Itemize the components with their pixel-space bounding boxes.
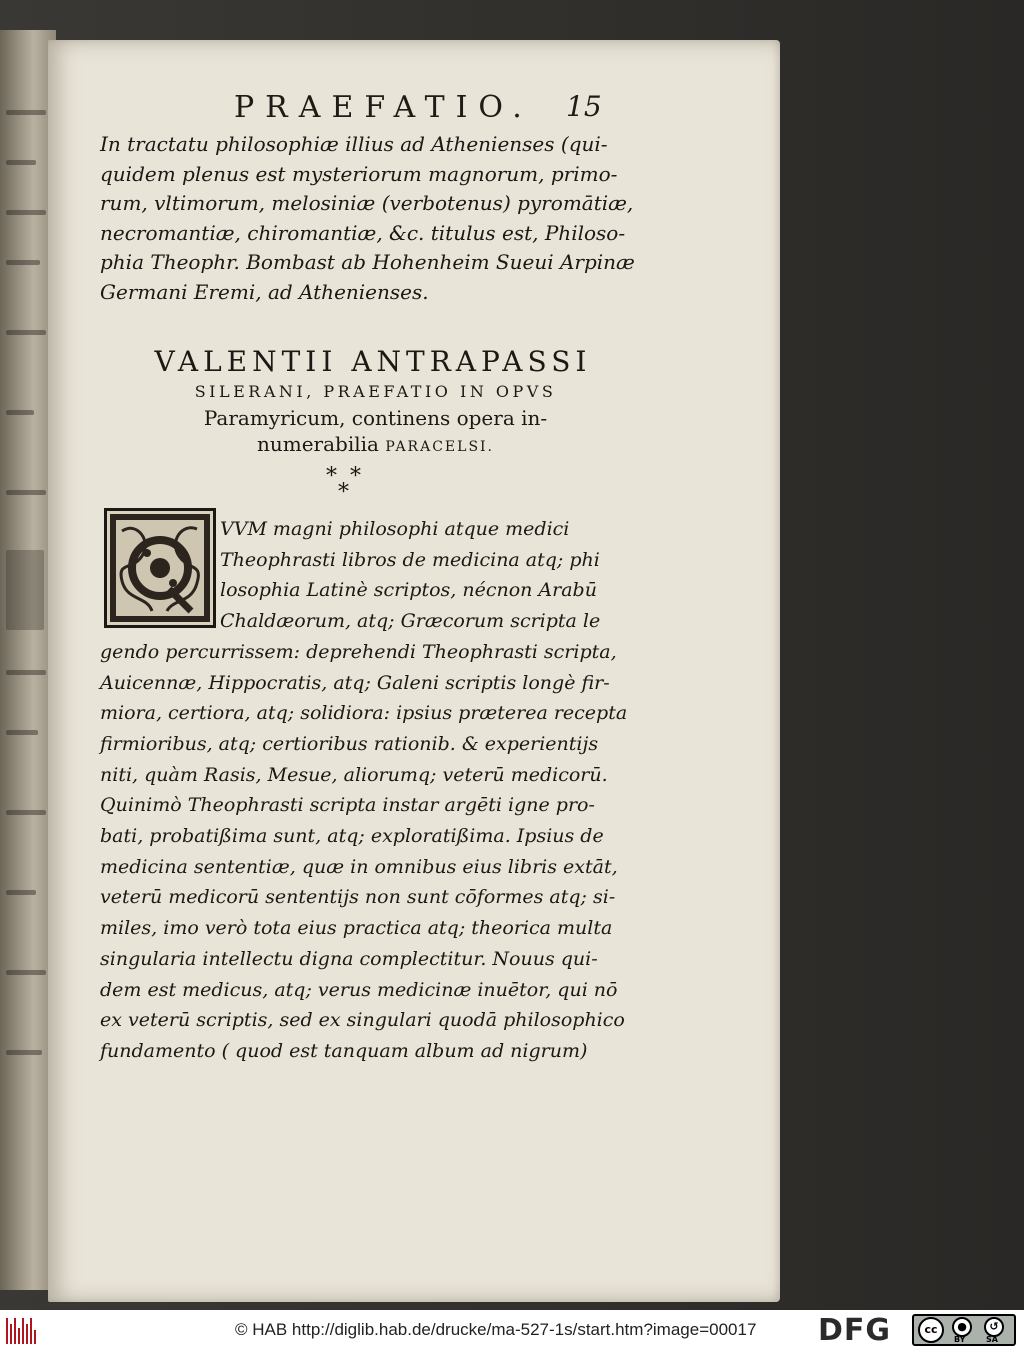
- copyright-link[interactable]: © HAB http://diglib.hab.de/drucke/ma-527-1s/start.htm?image=00017: [235, 1320, 757, 1339]
- heading-line-4: [48, 431, 648, 460]
- text-line: fundamento ( quod est tanquam album ad nigrum): [100, 1039, 588, 1062]
- text-line: miles, imo verò tota eius practica atq; theorica multa: [100, 917, 613, 940]
- cc-license-badge[interactable]: [912, 1314, 1016, 1346]
- text-line: medicina sententiæ, quæ in omnibus eius libris extāt,: [100, 855, 618, 878]
- section-heading: [48, 345, 648, 460]
- text-line: Germani Eremi, ad Athenienses.: [100, 279, 429, 304]
- heading-main: VALENTII ANTRAPASSI: [154, 345, 592, 378]
- text-line: Chaldæorum, atq; Græcorum scripta le: [220, 610, 601, 633]
- running-head: [48, 90, 780, 130]
- text-line: necromantiæ, chiromantiæ, &c. titulus est, Philoso-: [100, 220, 626, 245]
- by-person-icon: ●: [952, 1317, 972, 1337]
- text-line: bati, probatißima sunt, atq; exploratißima. Ipsius de: [100, 825, 604, 848]
- book-page: [48, 40, 780, 1302]
- text-line: firmioribus, atq; certioribus rationib. & experientijs: [100, 732, 599, 755]
- body-paragraph: [100, 514, 656, 1067]
- text-line: Auicennæ, Hippocratis, atq; Galeni scriptis longè fir-: [100, 671, 610, 694]
- text-line: miora, certiora, atq; solidiora: ipsius præterea recepta: [100, 702, 628, 725]
- text-line: VVM magni philosophi atque medici: [220, 518, 570, 540]
- text-line: ex veterū scriptis, sed ex singulari quodā philosophico: [100, 1009, 625, 1032]
- asterism-ornament: [326, 464, 366, 505]
- heading-sub: SILERANI, PRAEFATIO IN OPVS: [194, 382, 557, 401]
- text-line: losophia Latinè scriptos, nécnon Arabū: [220, 579, 597, 602]
- cc-icon: cc: [918, 1317, 944, 1343]
- heading-line-4-prefix: numerabilia: [256, 432, 379, 456]
- page-number: 15: [566, 90, 602, 123]
- hab-logo-icon[interactable]: [6, 1318, 36, 1344]
- sa-share-icon: ↺: [984, 1317, 1004, 1337]
- text-line: Theophrasti libros de medicina atq; phi: [220, 548, 600, 571]
- text-line: gendo percurrissem: deprehendi Theophrasti scripta,: [100, 640, 617, 663]
- heading-line-3: Paramyricum, continens opera in-: [203, 406, 548, 430]
- sa-label: SA: [986, 1335, 998, 1344]
- by-label: BY: [954, 1335, 966, 1344]
- heading-line-4-smallcaps: PARACELSI.: [385, 439, 495, 455]
- text-line: In tractatu philosophiæ illius ad Athenienses (qui-: [100, 132, 608, 156]
- footer-bar: [0, 1310, 1024, 1350]
- text-line: Quinimò Theophrasti scripta instar argēti igne pro-: [100, 794, 595, 817]
- text-line: veterū medicorū sententijs non sunt cōformes atq; si-: [100, 886, 616, 909]
- star-icon: *: [350, 464, 361, 489]
- text-line: quidem plenus est mysteriorum magnorum, primo-: [100, 161, 618, 186]
- text-line: phia Theophr. Bombast ab Hohenheim Sueui Arpinæ: [100, 250, 635, 274]
- intro-paragraph: [100, 130, 660, 307]
- star-icon: *: [326, 464, 337, 489]
- running-title: PRAEFATIO.: [234, 90, 533, 125]
- dfg-logo[interactable]: DFG: [818, 1313, 892, 1348]
- text-line: dem est medicus, atq; verus medicinæ inuētor, qui nō: [100, 978, 618, 1001]
- text-line: rum, vltimorum, melosiniæ (verbotenus) pyromātiæ,: [100, 191, 634, 215]
- text-line: niti, quàm Rasis, Mesue, aliorumq; veterū medicorū.: [100, 763, 608, 786]
- star-icon: *: [338, 480, 349, 505]
- text-line: singularia intellectu digna complectitur. Nouus qui-: [100, 947, 598, 970]
